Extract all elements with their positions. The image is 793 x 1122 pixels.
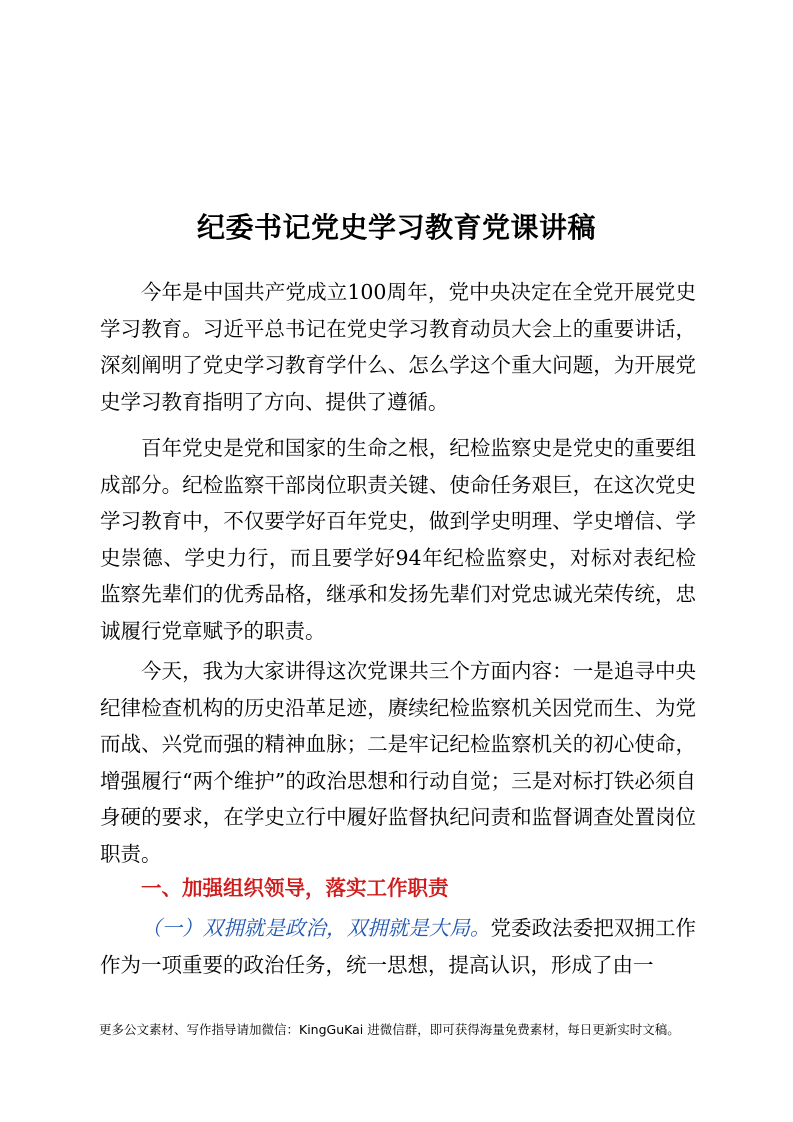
paragraph-history: 百年党史是党和国家的生命之根，纪检监察史是党史的重要组成部分。纪检监察干部岗位职责关键、使命任务艰巨，在这次党史学习教育中，不仅要学好百年党史，做到学史明理、学史增信、学史崇德、学史力行，而且要学好94年纪检监察史，对标对表纪检监察先辈们的优秀品格，继承和发扬先辈们对党忠诚光荣传统，忠诚履行党章赋予的职责。 [100,436,696,643]
section-heading: 一、加强组织领导，落实工作职责 [141,876,449,900]
footer-note: 更多公文素材、写作指导请加微信：KingGuKai 进微信群，即可获得海量免费素材，每日更新实时文稿。 [99,1022,680,1037]
paragraph-intro: 今年是中国共产党成立100周年，党中央决定在全党开展党史学习教育。习近平总书记在党史学习教育动员大会上的重要讲话，深刻阐明了党史学习教育学什么、怎么学这个重大问题，为开展党史学习教育指明了方向、提供了遵循。 [100,280,696,414]
paragraph-outline: 今天，我为大家讲得这次党课共三个方面内容：一是追寻中央纪律检查机构的历史沿革足迹，赓续纪检监察机关因党而生、为党而战、兴党而强的精神血脉；二是牢记纪检监察机关的初心使命，增强履行“两个维护”的政治思想和行动自觉；三是对标打铁必须自身硬的要求，在学史立行中履好监督执纪问责和监督调查处置岗位职责。 [100,659,696,866]
subsection-text: 党委政法委把双拥工作作为一项重要的政治任务，统一思想，提高认识，形成了由一 [100,916,697,977]
subsection-label: （一）双拥就是政治，双拥就是大局。 [141,916,491,940]
subsection-paragraph [100,910,696,983]
document-title: 纪委书记党史学习教育党课讲稿 [196,211,596,244]
